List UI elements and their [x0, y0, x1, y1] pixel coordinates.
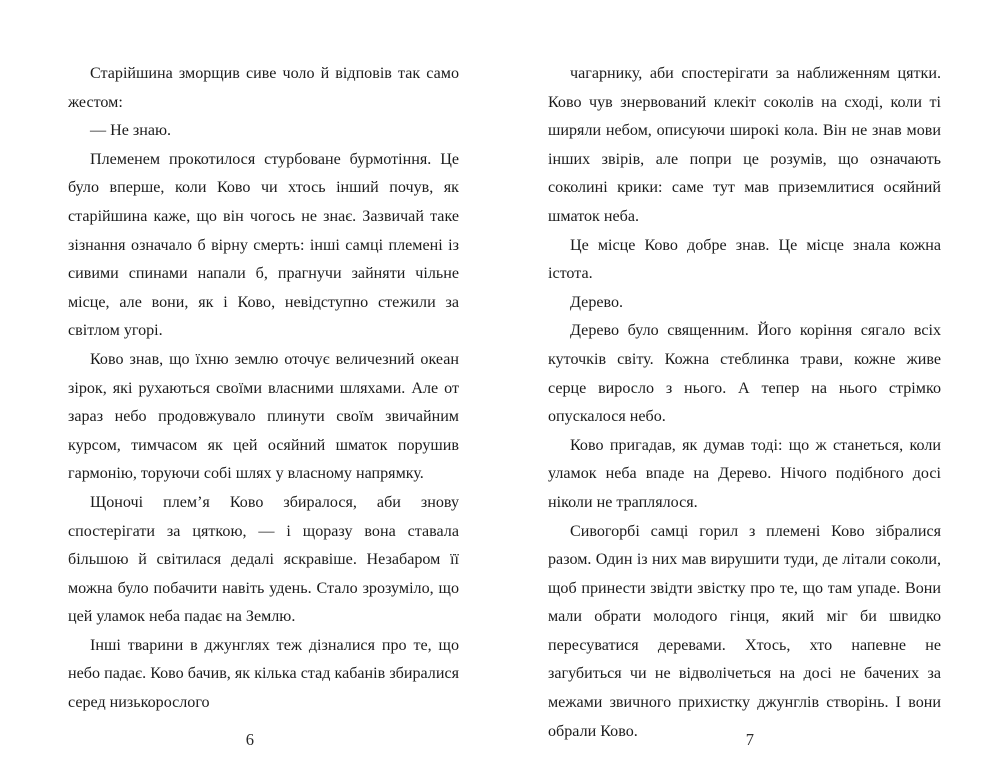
paragraph: Ково знав, що їхню землю оточує величезний океан зірок, які рухаються своїми власними шляхами. Але от зараз небо продовжувало плинути своїм звичайним курсом, тимчасом як цей осяйний шматок порушив гармонію, торуючи собі шлях у власному напрямку. — [68, 350, 459, 483]
page-right — [500, 0, 1000, 781]
paragraph: Сивогорбі самці горил з племені Ково зібралися разом. Один із них мав вирушити туди, де літали соколи, щоб принести звідти звістку про те, що там упаде. Вони мали обрати молодого гінця, який міг би швидко пересуватися деревами. Хтось, хто напевне не загубиться чи не відволічеться на досі не бачених за межами звичного прихистку джунглів створінь. І вони обрали Ково. — [548, 522, 941, 740]
paragraph: Ково пригадав, як думав тоді: що ж станеться, коли уламок неба впаде на Дерево. Нічого подібного досі ніколи не траплялося. — [548, 436, 941, 511]
paragraph: — Не знаю. — [90, 122, 172, 140]
paragraph: Старійшина зморщив сиве чоло й відповів так само жестом: — [68, 65, 459, 111]
right-page-text-column — [548, 60, 941, 746]
paragraph: Племенем прокотилося стурбоване бурмотіння. Це було вперше, коли Ково чи хтось інший почув, як старійшина каже, що він чогось не знає. Зазвичай таке зізнання означало б вірну смерть: інші самці племені із сивими спинами напали б, прагнучи зайняти чільне місце, але вони, як і Ково, невідступно стежили за світлом угорі. — [68, 150, 459, 340]
page-number-left: 6 — [245, 729, 255, 749]
paragraph: Це місце Ково добре знав. Це місце знала кожна істота. — [548, 236, 941, 283]
paragraph: Дерево було священним. Його коріння сягало всіх куточків світу. Кожна стеблинка трави, кожне живе серце виросло з нього. А тепер на нього стрімко опускалося небо. — [548, 322, 941, 426]
paragraph: Щоночі плем’я Ково збиралося, аби знову спостерігати за цяткою, — і щоразу вона ставала більшою й світилася дедалі яскравіше. Незабаром її можна було побачити навіть удень. Стало зрозуміло, що цей уламок неба падає на Землю. — [68, 493, 459, 626]
page-number-right: 7 — [745, 729, 755, 749]
paragraph: Дерево. — [570, 293, 624, 311]
paragraph: чагарнику, аби спостерігати за наближенням цятки. Ково чув знервований клекіт соколів на сході, коли ті ширяли небом, описуючи широкі кола. Він не знав мови інших звірів, але попри це розумів, що означають соколині крики: саме тут мав приземлитися осяйний шматок неба. — [548, 65, 941, 225]
paragraph: Інші тварини в джунглях теж дізналися про те, що небо падає. Ково бачив, як кілька стад кабанів збиралися серед низькорослого — [68, 636, 459, 712]
left-page-text-column — [68, 60, 459, 718]
